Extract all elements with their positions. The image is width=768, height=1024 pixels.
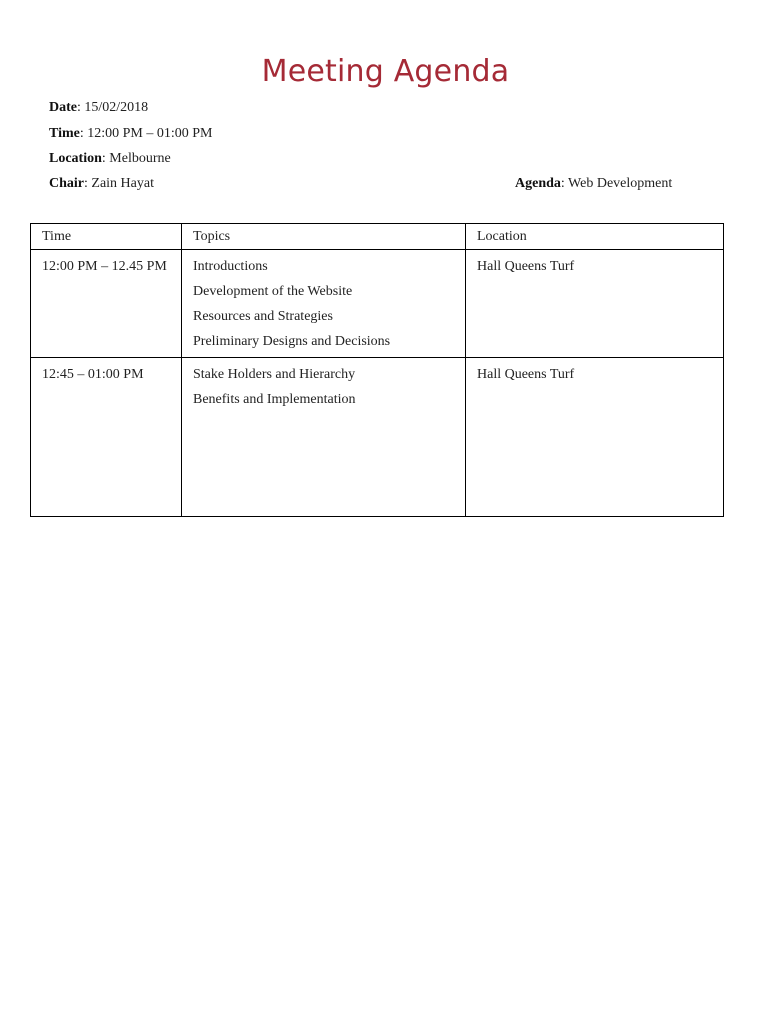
meta-location [49, 151, 171, 167]
topic-item: Stake Holders and Hierarchy [193, 367, 356, 382]
meta-time [49, 126, 213, 142]
row-topics-cell [182, 358, 466, 517]
header-time: Time [31, 224, 182, 250]
time-label: Time [49, 126, 80, 141]
header-topics: Topics [182, 224, 466, 250]
meta-date [49, 100, 148, 116]
topic-item: Preliminary Designs and Decisions [193, 334, 391, 349]
location-value: : Melbourne [101, 151, 171, 166]
row-location-cell [466, 358, 724, 517]
row-location-cell [466, 250, 724, 358]
table-row [31, 358, 724, 517]
topic-item: Development of the Website [193, 284, 353, 299]
row-location: Hall Queens Turf [477, 259, 575, 274]
header-location: Location [466, 224, 724, 250]
row-topics-cell [182, 250, 466, 358]
topic-item: Benefits and Implementation [193, 392, 356, 407]
date-value: : 15/02/2018 [77, 100, 149, 115]
date-label: Date [49, 100, 77, 115]
agenda-value: : Web Development [560, 176, 673, 191]
agenda-table [30, 223, 724, 517]
topic-item: Introductions [193, 259, 268, 274]
meta-agenda [515, 176, 672, 192]
topic-item: Resources and Strategies [193, 309, 333, 324]
row-time-cell [31, 358, 182, 517]
chair-value: : Zain Hayat [84, 176, 154, 191]
location-label: Location [49, 151, 102, 166]
row-time-cell [31, 250, 182, 358]
chair-label: Chair [49, 176, 84, 191]
table-header-row [31, 224, 724, 250]
row-location: Hall Queens Turf [477, 367, 575, 382]
meta-chair [49, 176, 154, 192]
time-value: : 12:00 PM – 01:00 PM [79, 126, 213, 141]
row-time: 12:00 PM – 12.45 PM [42, 259, 167, 274]
agenda-label: Agenda [515, 176, 561, 191]
page-title: Meeting Agenda [261, 54, 510, 89]
table-row [31, 250, 724, 358]
row-time: 12:45 – 01:00 PM [42, 367, 144, 382]
